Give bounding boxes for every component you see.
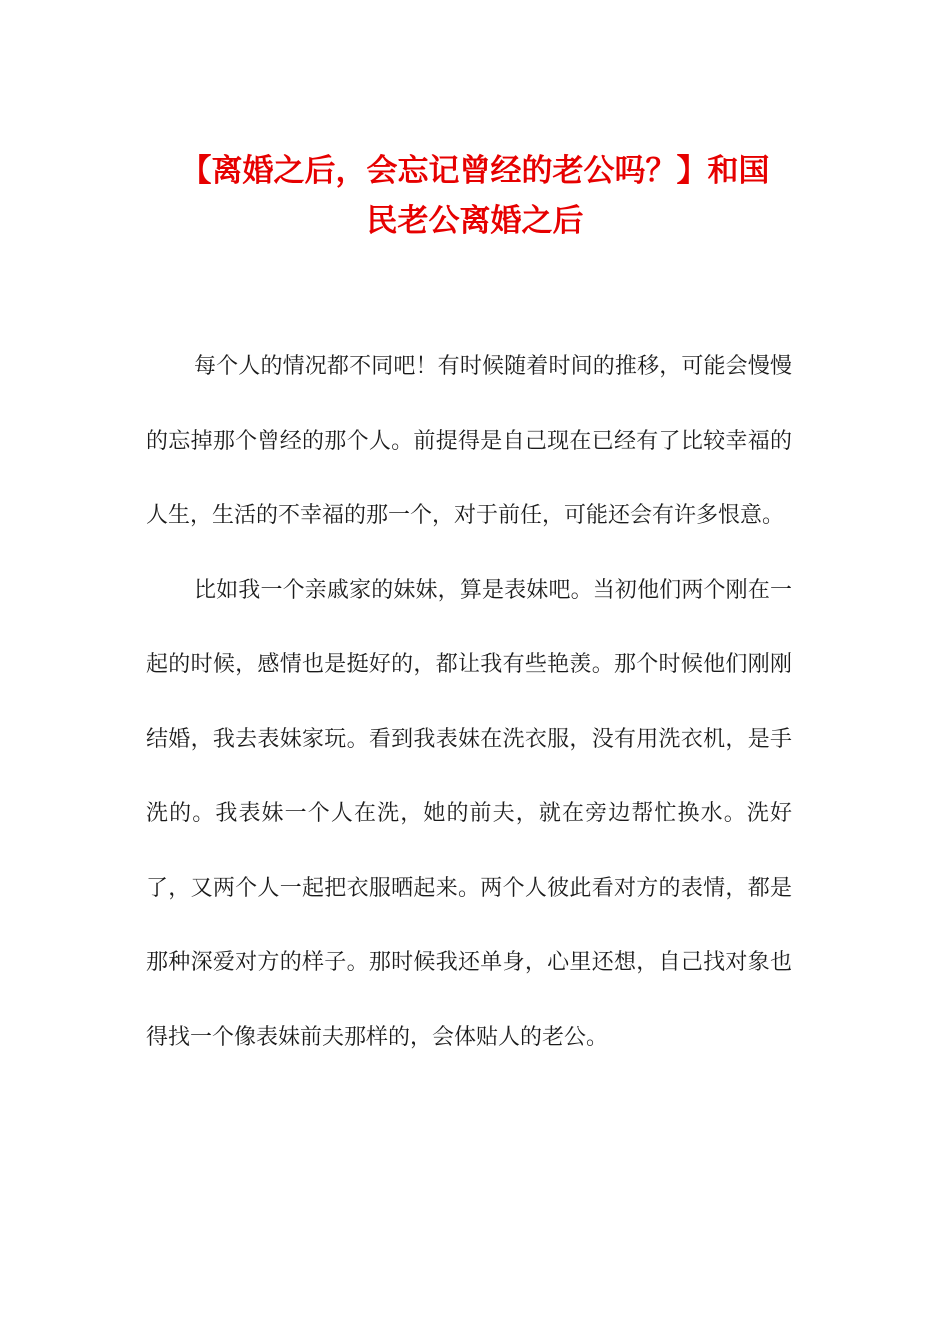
title-line-1: 【离婚之后，会忘记曾经的老公吗？】和国 xyxy=(180,153,770,189)
title-line-2: 民老公离婚之后 xyxy=(366,203,584,239)
document-title xyxy=(140,146,810,246)
document-body xyxy=(146,330,792,1075)
paragraph-2: 比如我一个亲戚家的妹妹，算是表妹吧。当初他们两个刚在一起的时候，感情也是挺好的，都让我有些艳羡。那个时候他们刚刚结婚，我去表妹家玩。看到我表妹在洗衣服，没有用洗衣机，是手洗的。我表妹一个人在洗，她的前夫，就在旁边帮忙换水。洗好了，又两个人一起把衣服晒起来。两个人彼此看对方的表情，都是那种深爱对方的样子。那时候我还单身，心里还想，自己找对象也得找一个像表妹前夫那样的，会体贴人的老公。 xyxy=(146,577,792,1050)
paragraph-1: 每个人的情况都不同吧！有时候随着时间的推移，可能会慢慢的忘掉那个曾经的那个人。前提得是自己现在已经有了比较幸福的人生，生活的不幸福的那一个，对于前任，可能还会有许多恨意。 xyxy=(146,354,792,528)
